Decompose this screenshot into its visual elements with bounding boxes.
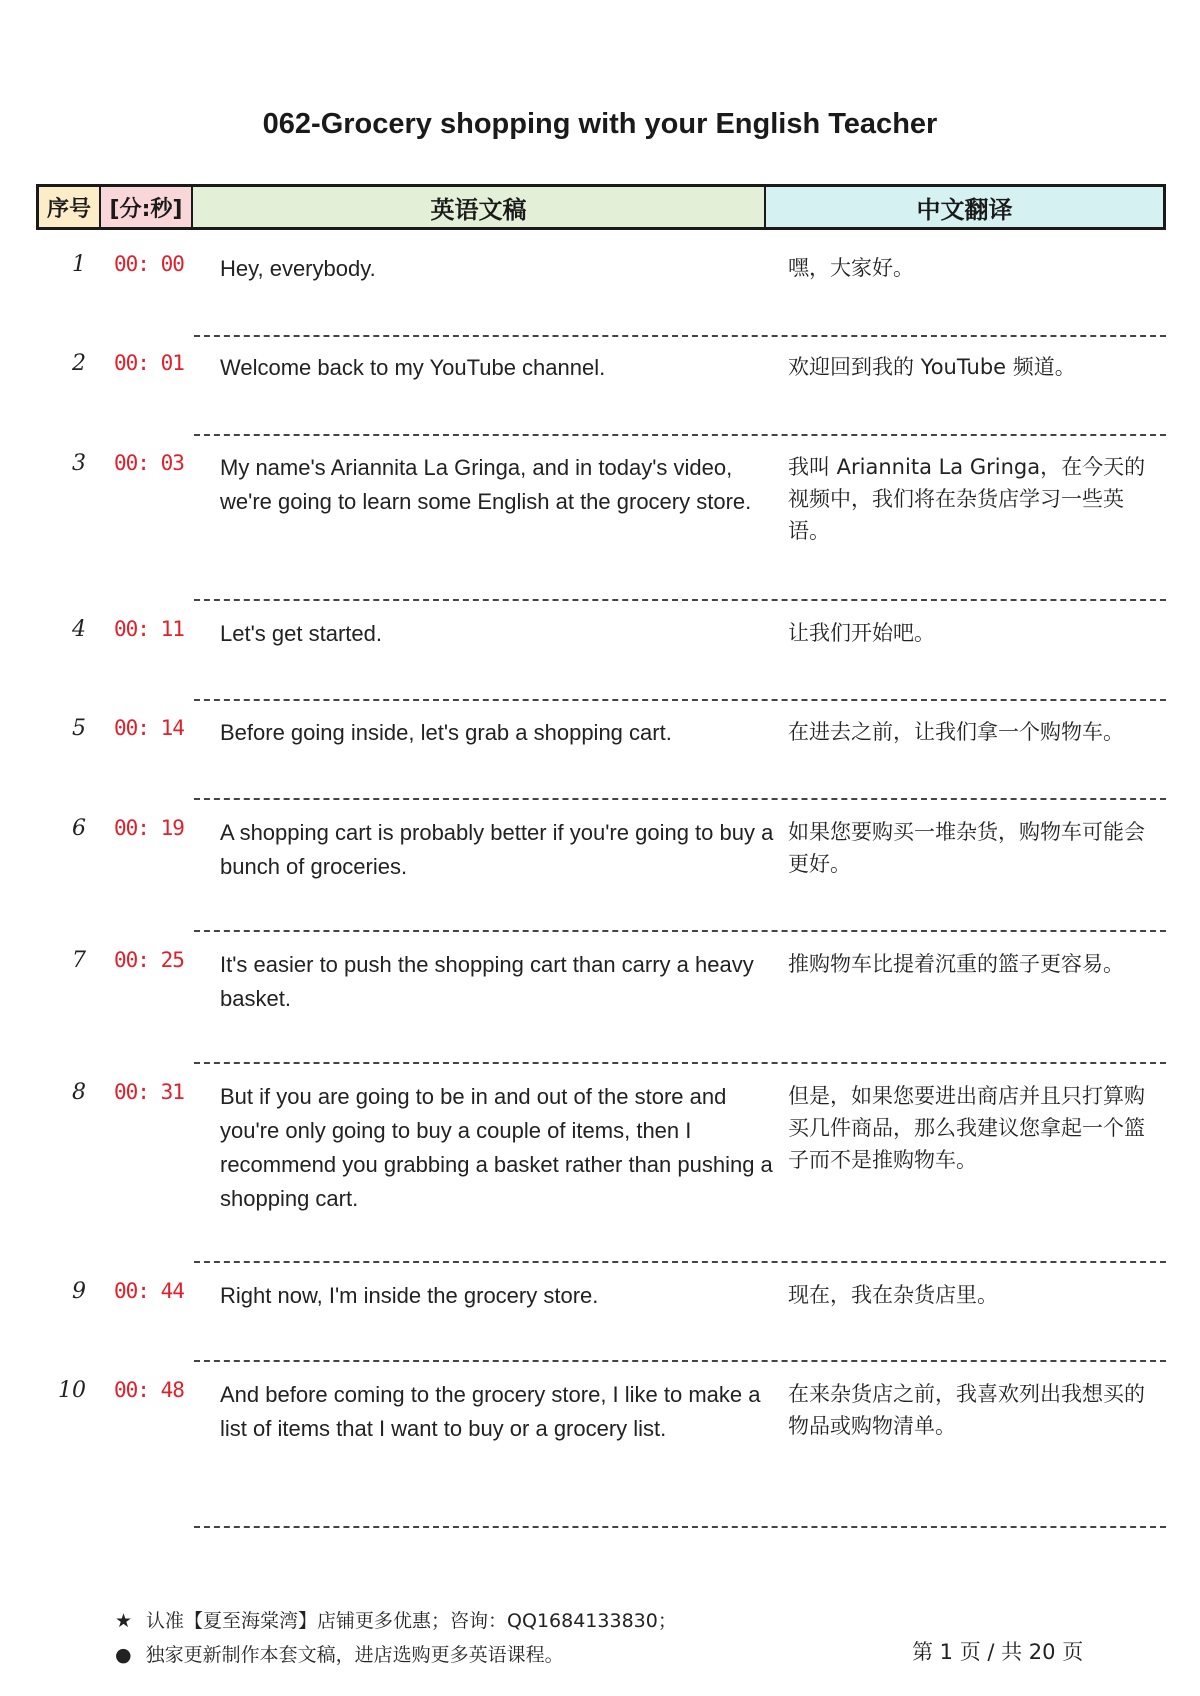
- row-divider: [194, 1526, 1166, 1528]
- row-chinese: 嘿，大家好。: [788, 256, 914, 280]
- footer-line-shop: 认准【夏至海棠湾】店铺更多优惠；咨询：QQ1684133830；: [146, 1610, 677, 1632]
- row-chinese: 现在，我在杂货店里。: [788, 1283, 998, 1307]
- row-seq: 6: [72, 816, 86, 841]
- row-divider: [194, 798, 1166, 800]
- footer-notes: [115, 1604, 677, 1672]
- row-english: And before coming to the grocery store, I like to make a list of items that I want to buy or a grocery list.: [220, 1382, 761, 1441]
- row-time: 00: 31: [114, 1080, 184, 1104]
- header-chinese: 中文翻译: [766, 187, 1163, 227]
- row-english: Let's get started.: [220, 621, 382, 646]
- row-seq: 10: [58, 1378, 86, 1403]
- row-divider: [194, 1062, 1166, 1064]
- row-english: A shopping cart is probably better if you're going to buy a bunch of groceries.: [220, 820, 774, 879]
- row-time: 00: 19: [114, 816, 184, 840]
- row-seq: 2: [72, 351, 86, 376]
- row-time: 00: 03: [114, 451, 184, 475]
- row-divider: [194, 699, 1166, 701]
- row-chinese: 让我们开始吧。: [788, 621, 935, 645]
- row-english: It's easier to push the shopping cart than carry a heavy basket.: [220, 952, 754, 1011]
- row-seq: 8: [72, 1080, 86, 1105]
- row-divider: [194, 930, 1166, 932]
- row-divider: [194, 1360, 1166, 1362]
- row-english: Right now, I'm inside the grocery store.: [220, 1283, 599, 1308]
- row-divider: [194, 1261, 1166, 1263]
- page-number: 第 1 页 / 共 20 页: [912, 1640, 1084, 1664]
- row-seq: 5: [72, 716, 86, 741]
- star-icon: ★: [115, 1610, 133, 1632]
- header-time: [分:秒]: [101, 187, 193, 227]
- row-chinese: 欢迎回到我的 YouTube 频道。: [788, 355, 1076, 379]
- row-english: My name's Ariannita La Gringa, and in today's video, we're going to learn some English at the grocery store.: [220, 455, 752, 514]
- row-time: 00: 14: [114, 716, 184, 740]
- row-seq: 4: [72, 617, 86, 642]
- row-time: 00: 25: [114, 948, 184, 972]
- row-divider: [194, 434, 1166, 436]
- bullet-icon: ●: [115, 1644, 132, 1666]
- row-time: 00: 48: [114, 1378, 184, 1402]
- row-chinese: 在进去之前，让我们拿一个购物车。: [788, 720, 1124, 744]
- row-english: Welcome back to my YouTube channel.: [220, 355, 606, 380]
- row-seq: 9: [72, 1279, 86, 1304]
- row-chinese: 推购物车比提着沉重的篮子更容易。: [788, 952, 1124, 976]
- row-seq: 7: [72, 948, 86, 973]
- row-seq: 1: [72, 252, 86, 277]
- row-english: Before going inside, let's grab a shopping cart.: [220, 720, 672, 745]
- row-time: 00: 11: [114, 617, 184, 641]
- header-english: 英语文稿: [193, 187, 766, 227]
- row-divider: [194, 599, 1166, 601]
- row-chinese: 但是，如果您要进出商店并且只打算购买几件商品，那么我建议您拿起一个篮子而不是推购物车。: [788, 1084, 1145, 1172]
- footer-line-exclusive: 独家更新制作本套文稿，进店选购更多英语课程。: [145, 1644, 564, 1666]
- row-time: 00: 44: [114, 1279, 184, 1303]
- row-time: 00: 01: [114, 351, 184, 375]
- row-english: But if you are going to be in and out of the store and you're only going to buy a couple of items, then I recommend you grabbing a basket rather than pushing a shopping cart.: [220, 1084, 773, 1211]
- row-english: Hey, everybody.: [220, 256, 376, 281]
- row-seq: 3: [72, 451, 86, 476]
- header-seq: 序号: [39, 187, 101, 227]
- table-header: [36, 184, 1166, 230]
- row-divider: [194, 335, 1166, 337]
- row-chinese: 如果您要购买一堆杂货，购物车可能会更好。: [788, 820, 1145, 876]
- row-time: 00: 00: [114, 252, 184, 276]
- row-chinese: 我叫 Ariannita La Gringa，在今天的视频中，我们将在杂货店学习一些英语。: [788, 455, 1146, 543]
- page-title: 062-Grocery shopping with your English Teacher: [262, 108, 938, 140]
- row-chinese: 在来杂货店之前，我喜欢列出我想买的物品或购物清单。: [788, 1382, 1145, 1438]
